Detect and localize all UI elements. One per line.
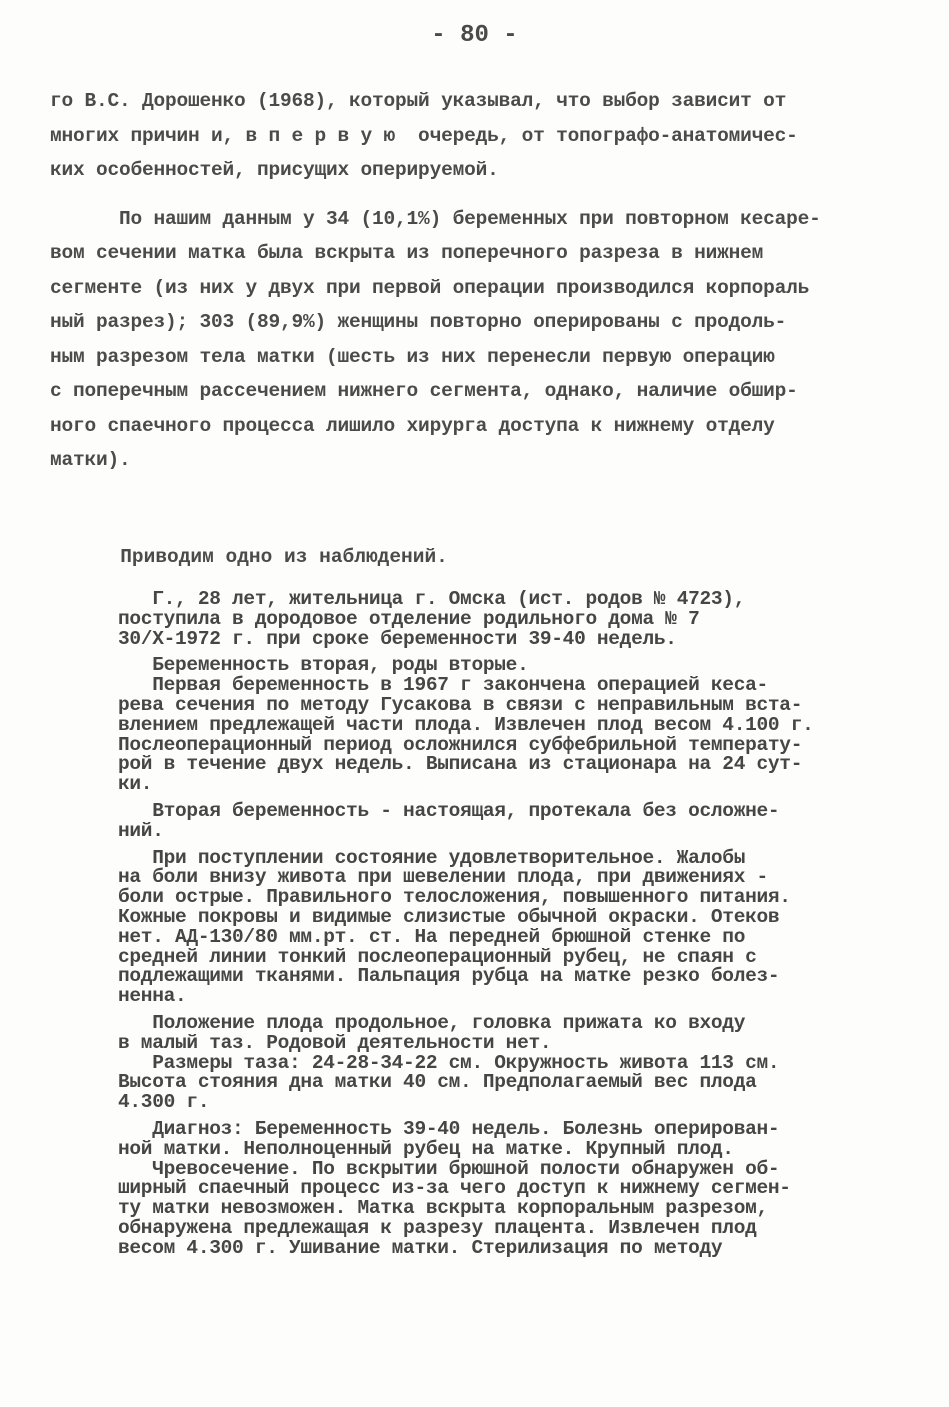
case-text-line: поступила в дородовое отделение родильного дома № 7 (118, 607, 700, 630)
main-text-line: матки). (50, 449, 131, 471)
case-text-line: Первая беременность в 1967 г закончена операцией кеса- (118, 674, 768, 697)
case-text-line: Послеоперационный период осложнился субфебрильной температу- (118, 733, 803, 756)
case-text-line: ширный спаечный процесс из-за чего доступ к нижнему сегмен- (118, 1177, 791, 1200)
case-text-line: рой в течение двух недель. Выписана из стационара на 24 сут- (118, 753, 803, 776)
main-text-line: ный разрез); 303 (89,9%) женщины повторно оперированы с продоль- (50, 311, 787, 333)
case-text-line: Высота стояния дна матки 40 см. Предполагаемый вес плода (118, 1071, 757, 1094)
main-text-line: сегменте (из них у двух при первой операции производился корпораль (50, 276, 810, 299)
case-text-line: на боли внизу живота при шевелении плода, при движениях - (118, 866, 768, 889)
main-text-line: ких особенностей, присущих оперируемой. (50, 159, 499, 181)
main-text-line: По нашим данным у 34 (10,1%) беременных при повторном кесаре- (50, 207, 821, 230)
case-text-line: Г., 28 лет, жительница г. Омска (ист. родов № 4723), (118, 588, 746, 610)
case-text-line: При поступлении состояние удовлетворительное. Жалобы (118, 846, 746, 869)
main-text-block (50, 84, 910, 478)
intro-line: Приводим одно из наблюдений. (50, 546, 448, 568)
main-text-line: го В.С. Дорошенко (1968), который указывал, что выбор зависит от (50, 90, 787, 112)
case-text-line: обнаружена предлежащая к разрезу плацента. Извлечен плод (118, 1216, 757, 1239)
case-text-line: ной матки. Неполноценный рубец на матке. Крупный плод. (118, 1137, 734, 1160)
case-text-line: подлежащими тканями. Пальпация рубца на матке резко болез- (118, 965, 780, 988)
case-text-line: средней линии тонкий послеоперационный рубец, не спаян с (118, 945, 757, 968)
case-text-line: 30/Х-1972 г. при сроке беременности 39-40 недель. (118, 627, 677, 650)
main-text-line: многих причин и, в п е р в у ю очередь, от топографо-анатомичес- (50, 124, 798, 147)
case-text-line: Беременность вторая, роды вторые. (118, 654, 529, 677)
case-text-line: ту матки невозможен. Матка вскрыта корпоральным разрезом, (118, 1197, 768, 1220)
case-text-line: ненна. (118, 985, 187, 1008)
case-text-line: Диагноз: Беременность 39-40 недель. Болезнь оперирован- (118, 1117, 780, 1140)
page-number: - 80 - (431, 22, 518, 49)
case-text-line: Кожные покровы и видимые слизистые обычной окраски. Отеков (118, 905, 780, 928)
main-text-line: ным разрезом тела матки (шесть из них перенесли первую операцию (50, 345, 775, 368)
case-text-line: боли острые. Правильного телосложения, повышенного питания. (118, 886, 791, 909)
case-text-line: 4.300 г. (118, 1091, 210, 1114)
case-report-block (118, 590, 908, 1259)
main-text-line: вом сечении матка была вскрыта из поперечного разреза в нижнем (50, 242, 764, 264)
case-text-line: ний. (118, 819, 164, 842)
case-text-line: в малый таз. Родовой деятельности нет. (118, 1031, 552, 1054)
main-text-line: с поперечным рассечением нижнего сегмента, однако, наличие обшир- (50, 380, 798, 402)
case-text-line: влением предлежащей части плода. Извлечен плод весом 4.100 г. (118, 713, 814, 736)
case-text-line: Вторая беременность - настоящая, протекала без осложне- (118, 799, 780, 822)
case-text-line: Положение плода продольное, головка прижата ко входу (118, 1011, 746, 1034)
main-text-line: ного спаечного процесса лишило хирурга доступа к нижнему отделу (50, 414, 775, 437)
case-text-line: рева сечения по методу Гусакова в связи с неправильным вста- (118, 693, 803, 716)
case-text-line: ки. (118, 773, 153, 796)
case-text-line: Чревосечение. По вскрытии брюшной полости обнаружен об- (118, 1157, 780, 1180)
case-text-line: весом 4.300 г. Ушивание матки. Стерилизация по методу (118, 1236, 723, 1259)
case-text-line: нет. АД-130/80 мм.рт. ст. На передней брюшной стенке по (118, 925, 746, 948)
case-text-line: Размеры таза: 24-28-34-22 см. Окружность живота 113 см. (118, 1051, 780, 1074)
